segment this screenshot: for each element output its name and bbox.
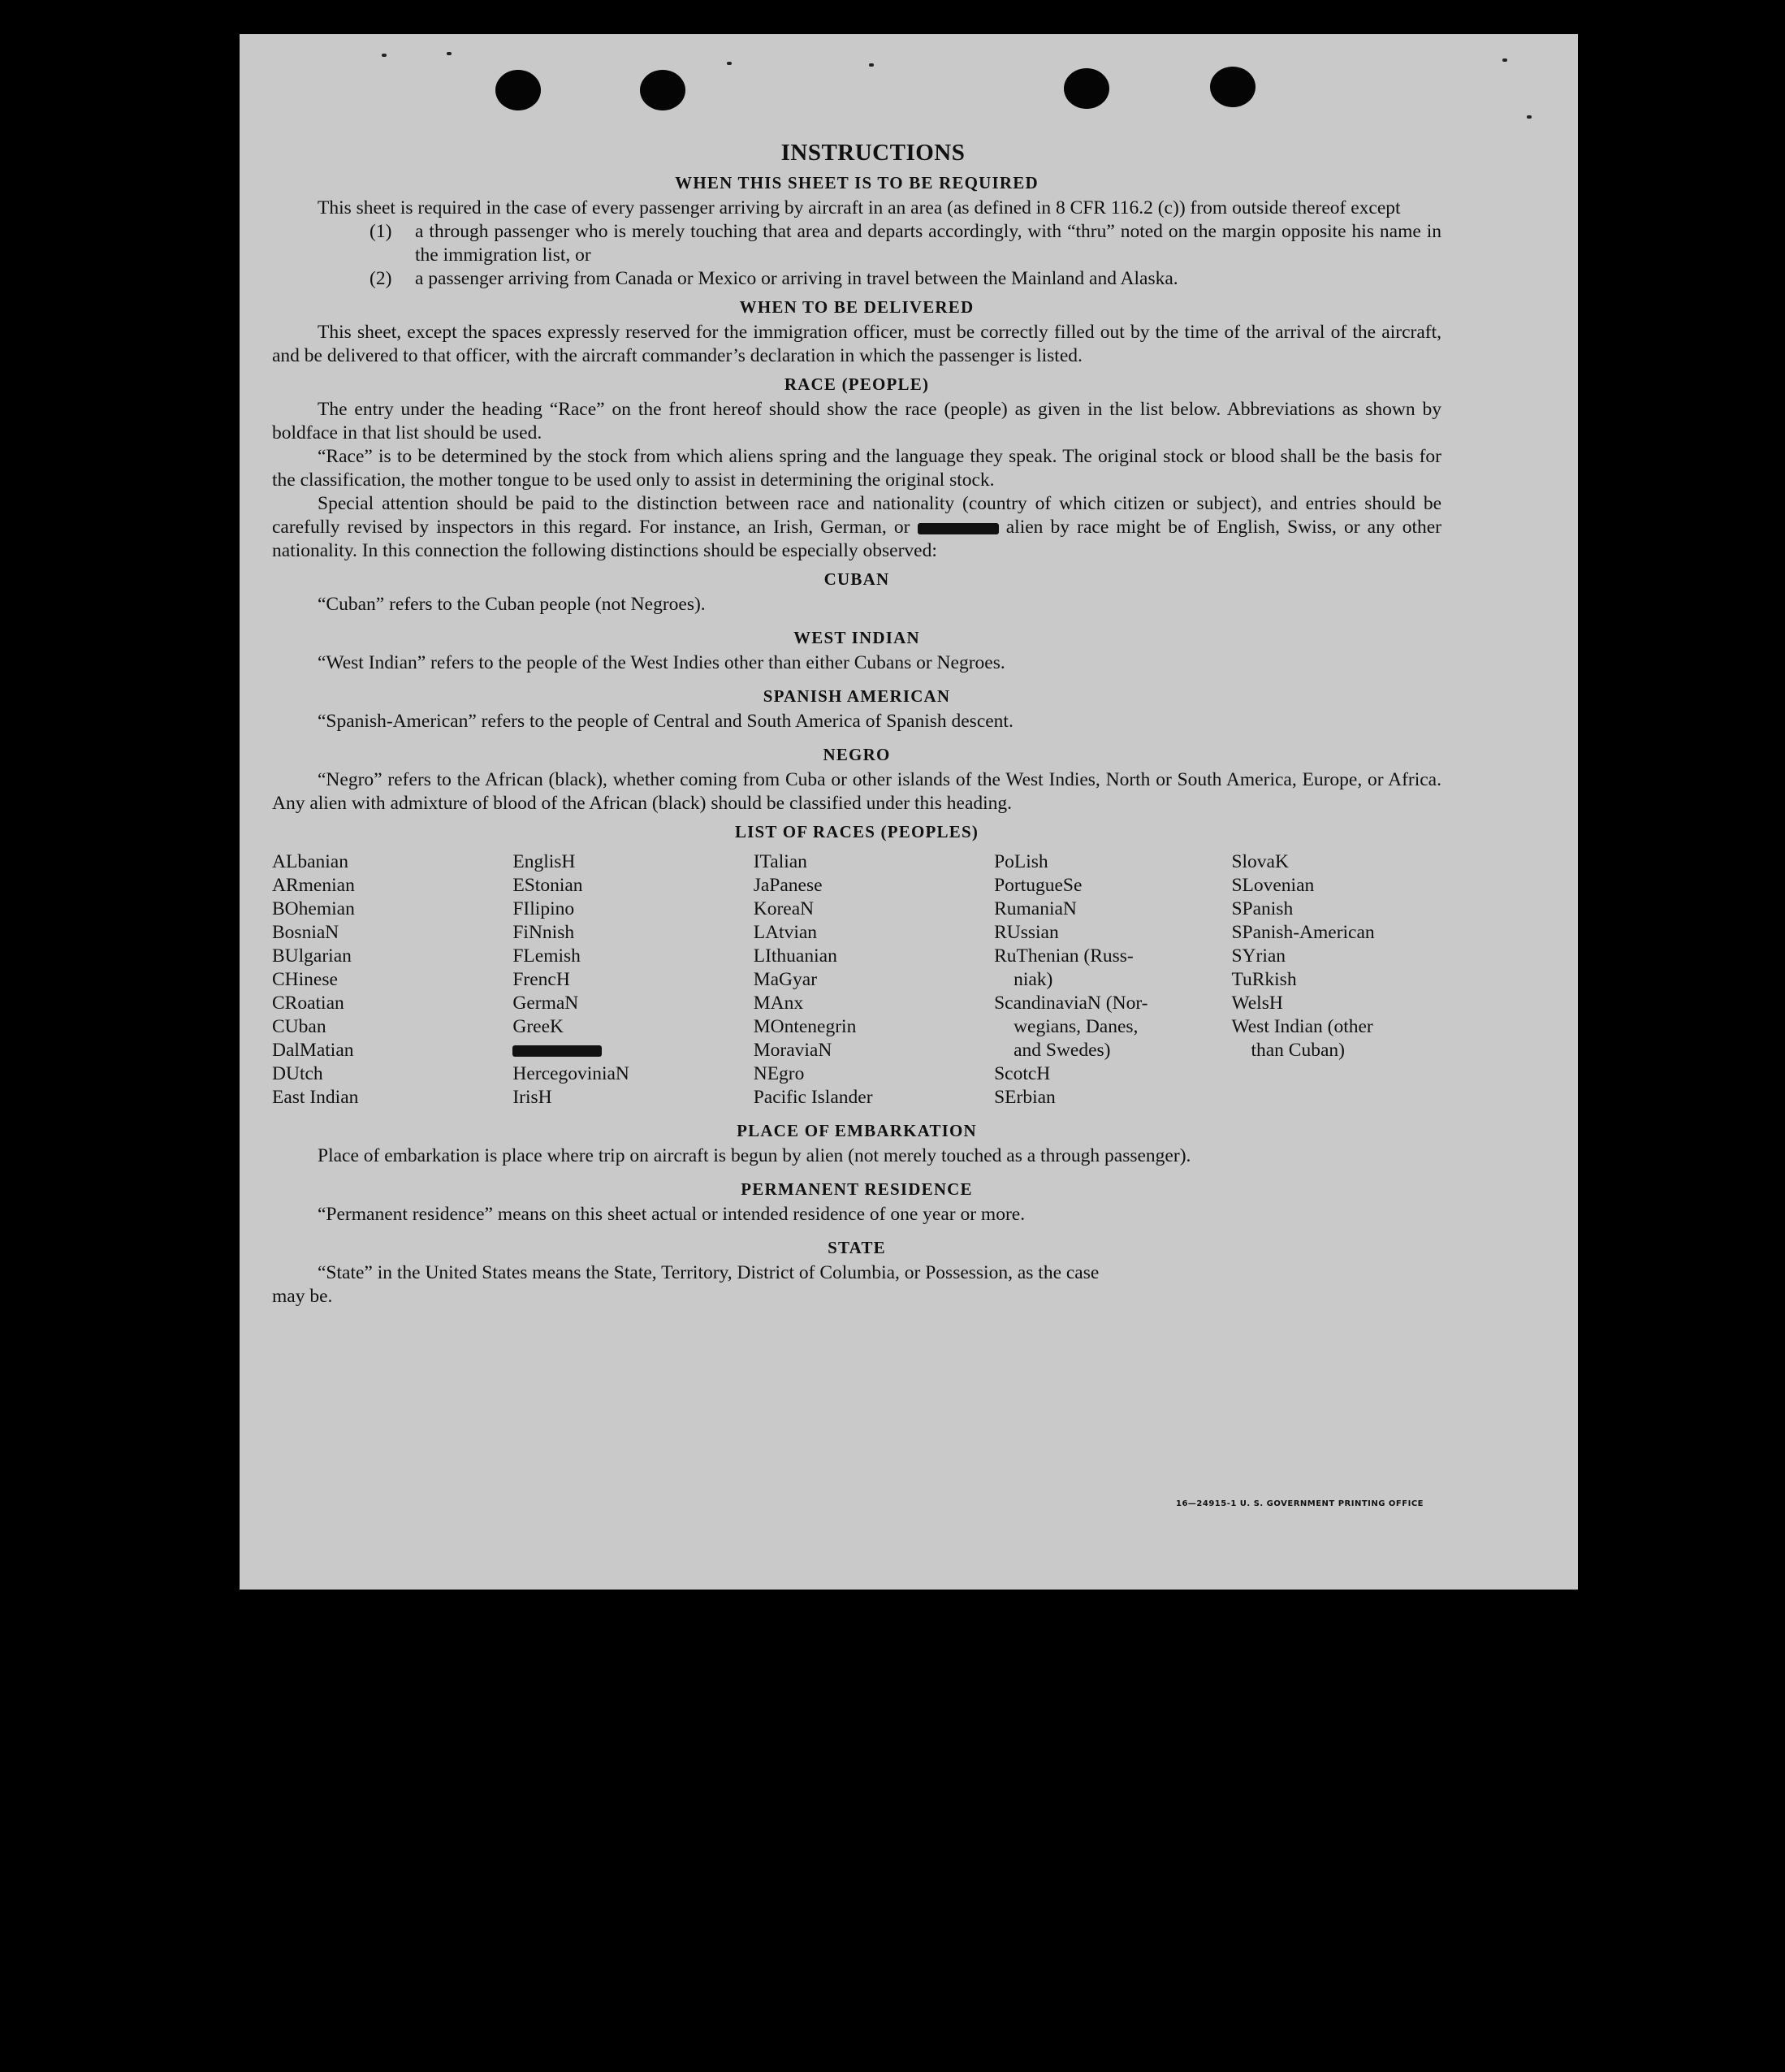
race-item: HercegoviniaN bbox=[512, 1063, 629, 1084]
race-item: LIthuanian bbox=[753, 945, 837, 967]
heading-embarkation: PLACE OF EMBARKATION bbox=[737, 1121, 977, 1140]
instructions-content bbox=[272, 140, 1441, 1309]
punch-hole bbox=[495, 70, 541, 110]
race-item: CRoatian bbox=[272, 993, 344, 1014]
race-item: FIlipino bbox=[512, 898, 575, 919]
state-text-end: may be. bbox=[272, 1286, 333, 1307]
race-paragraph-3b: alien by race might be of English, Swiss, or any other nationality. In this connection the following distinctions should be especially observed: bbox=[272, 517, 1442, 561]
race-item: BosniaN bbox=[272, 922, 339, 943]
race-paragraph-3a: Special attention should be paid to the distinction between race and nationality (country of which citizen or subject), and entries should be carefully revised by inspectors in this regard. For instance, an Irish, German, or bbox=[272, 493, 1441, 538]
heading-west-indian: WEST INDIAN bbox=[793, 628, 920, 647]
race-paragraph-2: “Race” is to be determined by the stock from which aliens spring and the language they speak. The original stock or blood shall be the basis for the classification, the mother tongue to be used only to assist in determining the original stock. bbox=[272, 446, 1441, 491]
race-item: BOhemian bbox=[272, 898, 355, 919]
exception-item bbox=[370, 267, 1441, 291]
when-required-intro: This sheet is required in the case of every passenger arriving by aircraft in an area (as defined in 8 CFR 116.2 (c)) from outside thereof except bbox=[318, 197, 1401, 218]
race-item: ScandinaviaN (Nor- bbox=[994, 993, 1148, 1014]
heading-race: RACE (PEOPLE) bbox=[784, 374, 930, 394]
race-item: TuRkish bbox=[1231, 969, 1297, 990]
embarkation-text: Place of embarkation is place where trip on aircraft is begun by alien (not merely touched as a through passenger). bbox=[318, 1145, 1191, 1166]
races-subcolumn bbox=[512, 850, 753, 1039]
race-paragraph-3 bbox=[272, 492, 1441, 563]
punch-hole bbox=[640, 70, 685, 110]
race-item: than Cuban) bbox=[1251, 1040, 1345, 1061]
speck bbox=[869, 63, 874, 67]
race-item: MOntenegrin bbox=[753, 1016, 857, 1037]
race-item: SLovenian bbox=[1231, 875, 1315, 896]
item-number: (2) bbox=[370, 268, 392, 289]
speck bbox=[1527, 115, 1532, 119]
speck bbox=[382, 54, 387, 57]
heading-spanish-american: SPANISH AMERICAN bbox=[763, 686, 951, 706]
race-item: DUtch bbox=[272, 1063, 323, 1084]
heading-residence: PERMANENT RESIDENCE bbox=[741, 1179, 973, 1199]
race-item: RUssian bbox=[994, 922, 1059, 943]
race-item: FrencH bbox=[512, 969, 570, 990]
cuban-text: “Cuban” refers to the Cuban people (not Negroes). bbox=[318, 594, 706, 615]
redaction-mark bbox=[512, 1045, 602, 1057]
heading-list-of-races: LIST OF RACES (PEOPLES) bbox=[734, 822, 979, 841]
item-text: a through passenger who is merely touching that area and departs accordingly, with “thru” noted on the margin opposite his name in the immigration list, or bbox=[415, 221, 1441, 266]
heading-state: STATE bbox=[828, 1238, 886, 1257]
negro-text: “Negro” refers to the African (black), whether coming from Cuba or other islands of the West Indies, North or South America, Europe, or Africa. Any alien with admixture of blood of the African (black) should be classified under this heading. bbox=[272, 769, 1441, 814]
race-item: SlovaK bbox=[1231, 851, 1289, 872]
race-item: DalMatian bbox=[272, 1040, 354, 1061]
races-column bbox=[512, 850, 753, 1110]
race-item: ScotcH bbox=[994, 1063, 1051, 1084]
printer-mark: 16—24915-1 U. S. GOVERNMENT PRINTING OFFICE bbox=[1176, 1499, 1424, 1508]
race-item: JaPanese bbox=[753, 875, 823, 896]
race-item: MAnx bbox=[753, 993, 804, 1014]
page-title: INSTRUCTIONS bbox=[780, 140, 966, 166]
document-sheet bbox=[240, 34, 1578, 1590]
race-item: RuThenian (Russ- bbox=[994, 945, 1134, 967]
race-item: WelsH bbox=[1231, 993, 1283, 1014]
race-item: PortugueSe bbox=[994, 875, 1083, 896]
race-item: Pacific Islander bbox=[753, 1087, 873, 1108]
spanish-american-text: “Spanish-American” refers to the people of Central and South America of Spanish descent. bbox=[318, 711, 1014, 732]
speck bbox=[447, 52, 452, 55]
race-item: IrisH bbox=[512, 1087, 552, 1108]
races-subcolumn bbox=[512, 1062, 753, 1110]
state-text: “State” in the United States means the State, Territory, District of Columbia, or Possession, as the case bbox=[318, 1262, 1100, 1283]
item-number: (1) bbox=[370, 221, 392, 242]
when-delivered-text: This sheet, except the spaces expressly reserved for the immigration officer, must be correctly filled out by the time of the arrival of the aircraft, and be delivered to that officer, with the aircraft commander’s declaration in which the passenger is listed. bbox=[272, 322, 1441, 366]
punch-hole bbox=[1064, 68, 1109, 109]
race-item: wegians, Danes, bbox=[1014, 1016, 1139, 1037]
race-item: SPanish-American bbox=[1231, 922, 1375, 943]
race-item: FLemish bbox=[512, 945, 581, 967]
race-item: LAtvian bbox=[753, 922, 818, 943]
race-item: CHinese bbox=[272, 969, 338, 990]
race-item: SErbian bbox=[994, 1087, 1056, 1108]
race-paragraph-1: The entry under the heading “Race” on the front hereof should show the race (people) as given in the list below. Abbreviations as shown by boldface in that list should be used. bbox=[272, 399, 1441, 443]
race-item: FiNnish bbox=[512, 922, 575, 943]
speck bbox=[727, 62, 732, 65]
race-item: CUban bbox=[272, 1016, 326, 1037]
race-item: niak) bbox=[1014, 969, 1053, 990]
speck bbox=[1502, 58, 1507, 62]
heading-when-required: WHEN THIS SHEET IS TO BE REQUIRED bbox=[675, 173, 1039, 192]
race-item: ARmenian bbox=[272, 875, 355, 896]
residence-text: “Permanent residence” means on this sheet actual or intended residence of one year or more. bbox=[318, 1204, 1026, 1225]
item-text: a passenger arriving from Canada or Mexico or arriving in travel between the Mainland and Alaska. bbox=[415, 268, 1178, 289]
race-item: EStonian bbox=[512, 875, 583, 896]
race-item: BUlgarian bbox=[272, 945, 352, 967]
races-column bbox=[994, 850, 1231, 1110]
race-item: PoLish bbox=[994, 851, 1048, 872]
race-item: GermaN bbox=[512, 993, 579, 1014]
race-item: RumaniaN bbox=[994, 898, 1077, 919]
races-column bbox=[754, 850, 994, 1110]
heading-negro: NEGRO bbox=[823, 745, 891, 764]
race-item: KoreaN bbox=[753, 898, 815, 919]
race-item: NEgro bbox=[753, 1063, 805, 1084]
race-item: ALbanian bbox=[272, 851, 348, 872]
race-item: West Indian (other bbox=[1231, 1016, 1373, 1037]
races-column bbox=[272, 850, 512, 1110]
exception-item bbox=[370, 220, 1441, 267]
race-item: ITalian bbox=[753, 851, 807, 872]
west-indian-text: “West Indian” refers to the people of the West Indies other than either Cubans or Negroes. bbox=[318, 652, 1005, 673]
races-list bbox=[272, 850, 1441, 1110]
punch-hole bbox=[1210, 67, 1256, 107]
race-item: East Indian bbox=[272, 1087, 359, 1108]
race-item: and Swedes) bbox=[1014, 1040, 1111, 1061]
race-item: SPanish bbox=[1231, 898, 1294, 919]
races-column bbox=[1231, 850, 1441, 1110]
race-item: MoraviaN bbox=[753, 1040, 832, 1061]
race-item: EnglisH bbox=[512, 851, 576, 872]
heading-when-delivered: WHEN TO BE DELIVERED bbox=[739, 297, 975, 317]
race-item: GreeK bbox=[512, 1016, 564, 1037]
race-item: MaGyar bbox=[753, 969, 818, 990]
heading-cuban: CUBAN bbox=[823, 569, 890, 589]
race-item: SYrian bbox=[1231, 945, 1286, 967]
redaction-mark bbox=[918, 523, 999, 534]
